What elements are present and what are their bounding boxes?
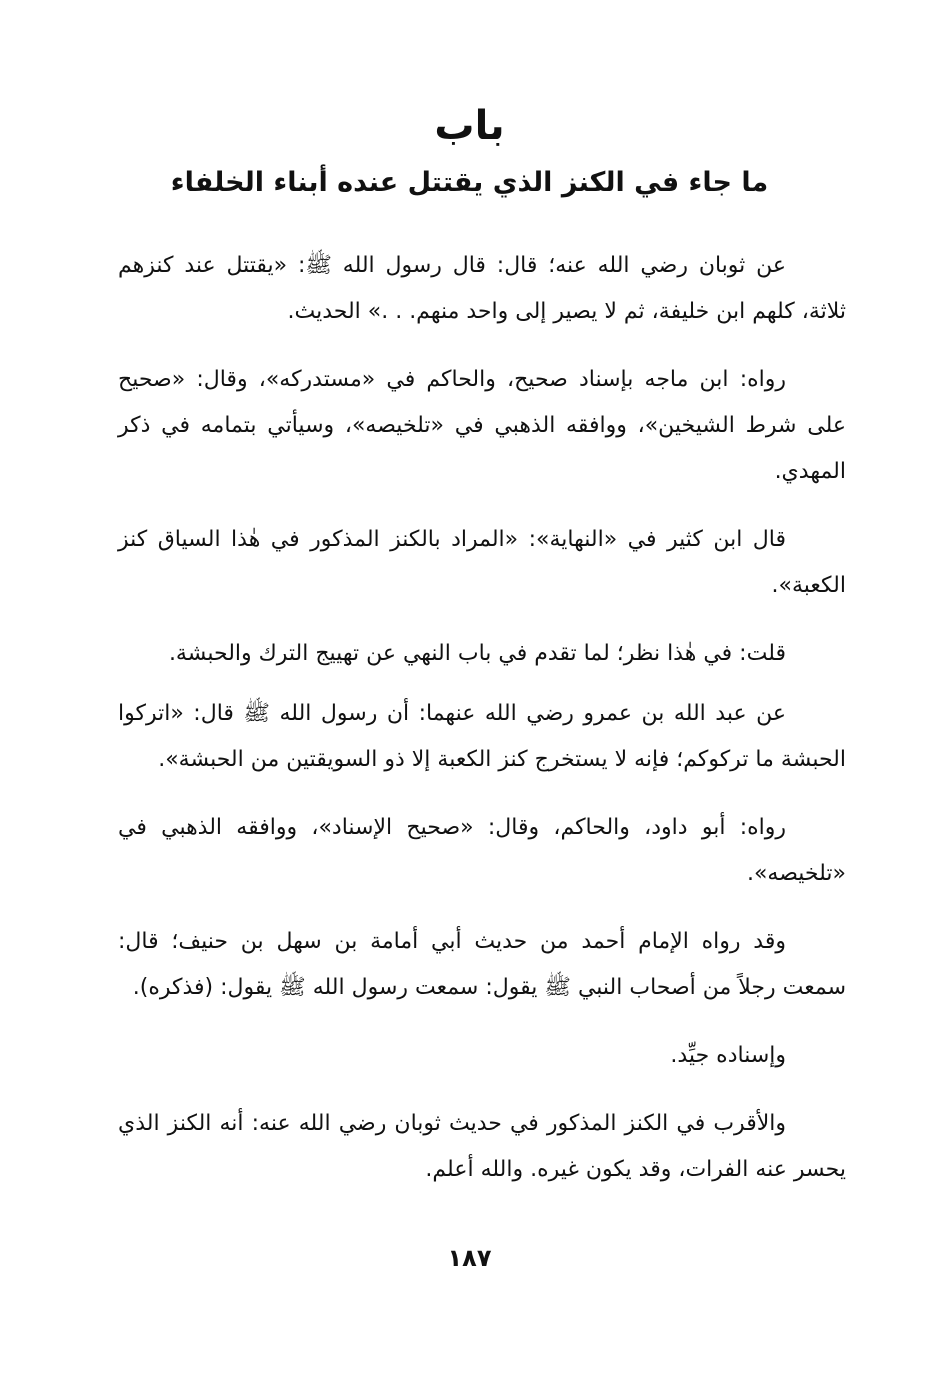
chapter-title: ما جاء في الكنز الذي يقتتل عنده أبناء الخلفاء bbox=[170, 167, 769, 198]
page-number: ١٨٧ bbox=[447, 1244, 492, 1272]
paragraph-narration-abu-dawud: رواه: أبو داود، والحاكم، وقال: «صحيح الإسناد»، ووافقه الذهبي في «تلخيصه». bbox=[118, 815, 846, 886]
paragraph-ibn-kathir: قال ابن كثير في «النهاية»: «المراد بالكنز المذكور في هٰذا السياق كنز الكعبة». bbox=[118, 527, 846, 598]
paragraph-conclusion: والأقرب في الكنز المذكور في حديث ثوبان رضي الله عنه: أنه الكنز الذي يحسر عنه الفرات، وقد يكون غيره. والله أعلم. bbox=[118, 1111, 846, 1182]
paragraph-isnad-grade: وإسناده جيِّد. bbox=[670, 1043, 786, 1068]
paragraph-author-comment: قلت: في هٰذا نظر؛ لما تقدم في باب النهي عن تهييج الترك والحبشة. bbox=[168, 641, 786, 666]
page-body bbox=[118, 243, 846, 1215]
paragraph-narration-ibn-majah: رواه: ابن ماجه بإسناد صحيح، والحاكم في «مستدركه»، وقال: «صحيح على شرط الشيخين»، ووافقه الذهبي في «تلخيصه»، وسيأتي بتمامه في ذكر المهدي. bbox=[118, 367, 846, 484]
paragraph-narration-ahmad: وقد رواه الإمام أحمد من حديث أبي أمامة بن سهل بن حنيف؛ قال: سمعت رجلاً من أصحاب النبي ﷺ يقول: سمعت رسول الله ﷺ يقول: (فذكره). bbox=[118, 929, 846, 1000]
paragraph-hadith-thawban: عن ثوبان رضي الله عنه؛ قال: قال رسول الله ﷺ: «يقتتل عند كنزهم ثلاثة، كلهم ابن خليفة، ثم لا يصير إلى واحد منهم. . .» الحديث. bbox=[118, 253, 846, 324]
chapter-heading: باب bbox=[434, 103, 505, 149]
paragraph-hadith-abdullah-ibn-amr: عن عبد الله بن عمرو رضي الله عنهما: أن رسول الله ﷺ قال: «اتركوا الحبشة ما تركوكم؛ فإنه لا يستخرج كنز الكعبة إلا ذو السويقتين من الحبشة». bbox=[118, 701, 846, 772]
